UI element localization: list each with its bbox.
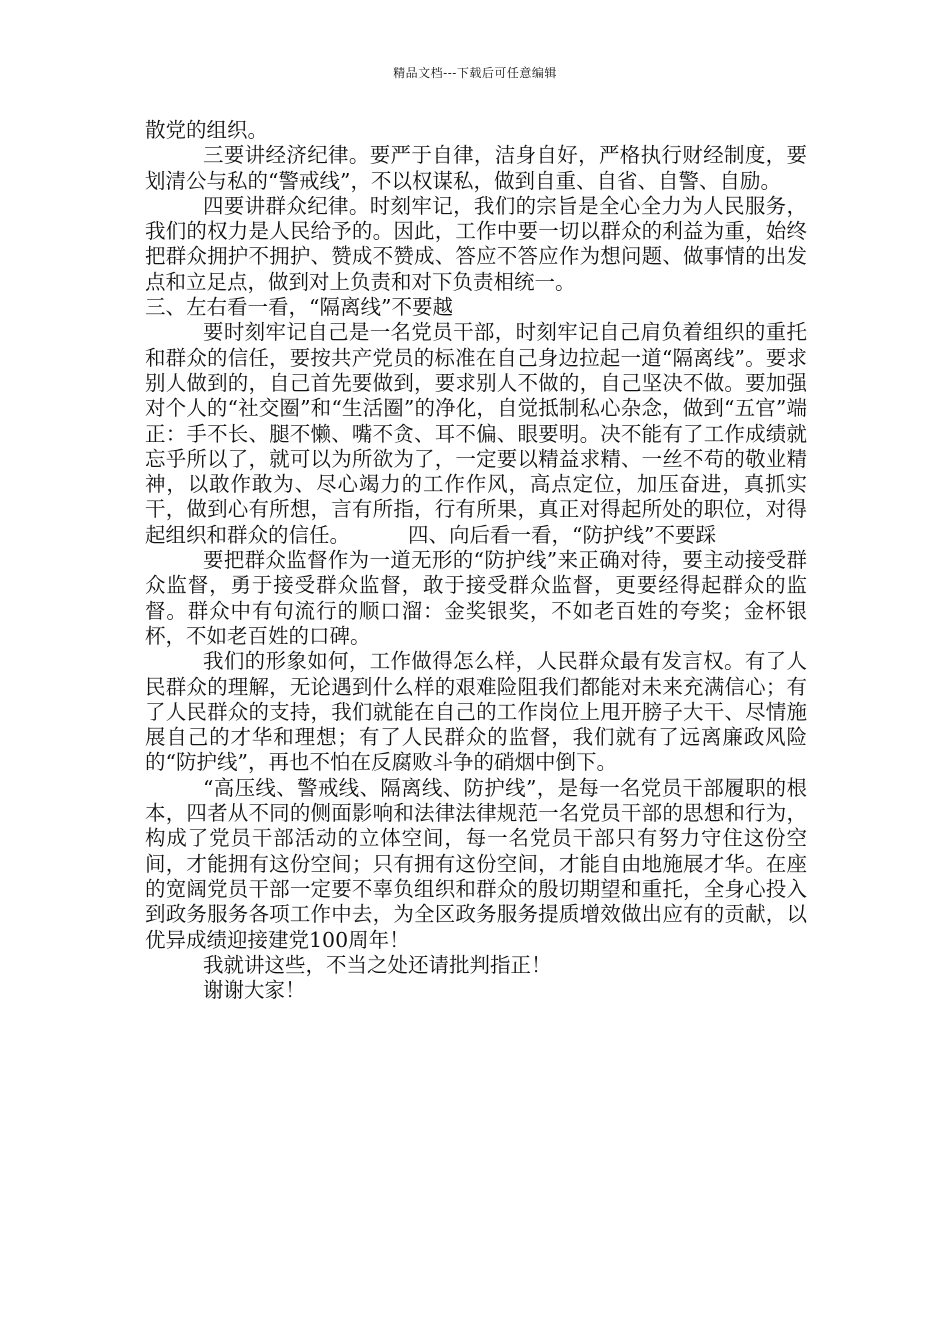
paragraph-mass-discipline: 四要讲群众纪律。时刻牢记，我们的宗旨是全心全力为人民服务，我们的权力是人民给予的。因此，工作中要一切以群众的利益为重，始终把群众拥护不拥护、赞成不赞成、答应不答应作为想问题、做事情的出发点和立足点，做到对上负责和对下负责相统一。 [145,193,807,294]
paragraph-mass-supervision: 要把群众监督作为一道无形的“防护线”来正确对待，要主动接受群众监督，勇于接受群众监督，敢于接受群众监督，更要经得起群众的监督。群众中有句流行的顺口溜：金奖银奖，不如老百姓的夸奖；金杯银杯，不如老百姓的口碑。 [145,548,807,648]
section-heading-4: 四、向后看一看，“防护线”不要踩 [408,522,716,547]
document-body [145,118,807,1003]
paragraph-isolation-line [145,320,807,548]
paragraph-continuation: 散党的组织。 [145,118,268,142]
paragraph-image-of-party: 我们的形象如何，工作做得怎么样，人民群众最有发言权。有了人民群众的理解，无论遇到什么样的艰难险阻我们都能对未来充满信心；有了人民群众的支持，我们就能在自己的工作岗位上甩开膀子大干、尽情施展自己的才华和理想；有了人民群众的监督，我们就有了远离廉政风险的“防护线”，再也不怕在反腐败斗争的硝烟中倒下。 [145,649,807,775]
paragraph-isolation-line-text: 要时刻牢记自己是一名党员干部，时刻牢记自己肩负着组织的重托和群众的信任，要按共产党员的标准在自己身边拉起一道“隔离线”。要求别人做到的，自己首先要做到，要求别人不做的，自己坚决不做。要加强对个人的“社交圈”和“生活圈”的净化，自觉抵制私心杂念，做到“五官”端正：手不长、腿不懒、嘴不贪、耳不偏、眼要明。决不能有了工作成绩就忘乎所以了，就可以为所欲为了，一定要以精益求精、一丝不苟的敬业精神，以敢作敢为、尽心竭力的工作作风，高点定位，加压奋进，真抓实干，做到心有所想，言有所指，行有所果，真正对得起所处的职位，对得起组织和群众的信任。 [145,320,807,547]
section-heading-3: 三、左右看一看，“隔离线”不要越 [145,295,453,320]
paragraph-four-lines: “高压线、警戒线、隔离线、防护线”，是每一名党员干部履职的根本，四者从不同的侧面影响和法律法律规范一名党员干部的思想和行为，构成了党员干部活动的立体空间，每一名党员干部只有努力守住这份空间，才能拥有这份空间；只有拥有这份空间，才能自由地施展才华。在座的宽阔党员干部一定要不辜负组织和群众的殷切期望和重托，全身心投入到政务服务各项工作中去，为全区政务服务提质增效做出应有的贡献，以优异成绩迎接建党100周年！ [145,775,807,952]
paragraph-thanks: 谢谢大家！ [203,978,306,1003]
paragraph-economic-discipline: 三要讲经济纪律。要严于自律，洁身自好，严格执行财经制度，要划清公与私的“警戒线”，不以权谋私，做到自重、自省、自警、自励。 [145,143,807,193]
paragraph-closing: 我就讲这些，不当之处还请批判指正！ [203,952,552,977]
page-header: 精品文档---下载后可任意编辑 [393,66,557,80]
